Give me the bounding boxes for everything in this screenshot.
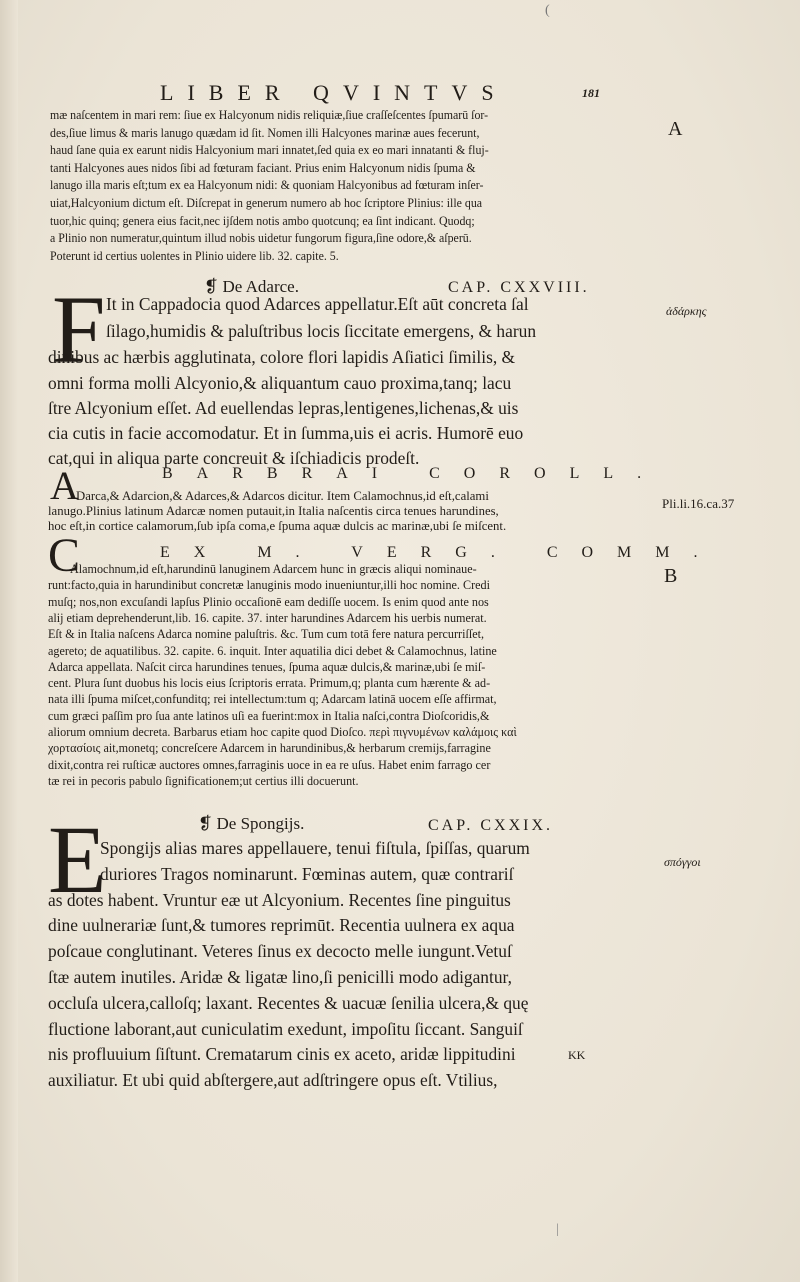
- text-line: tanti Halcyones aues nidos ſibi ad fœturam faciant. Prius enim Halcyonum nidis ſpuma &: [50, 160, 476, 175]
- text-line: Adarca appellata. Naſcit circa harundines tenues, ſpuma aquæ dulcis,& marinæ,ubi ſe miſ-: [48, 659, 486, 674]
- text-line: Eſt & in Italia naſcens Adarca nomine paluſtris. &c. Tum cum totā fere natura percurriſſet,: [48, 627, 485, 642]
- commentary-heading: EX M. VERG. COMM.: [160, 544, 722, 561]
- text-line: haud ſane quia ex earunt nidis Halcyonium mari innatet,ſed quia ex eo mari innatanti & fluj-: [50, 143, 489, 158]
- text-line: It in Cappadocia quod Adarces appellatur.Eſt aūt concreta ſal: [106, 294, 529, 314]
- text-line: agereto; de aquatilibus. 32. capite. 6. inquit. Inter aquatilia dici debet & Calamochnus, latine: [48, 643, 497, 658]
- text-line: Darca,& Adarcion,& Adarces,& Adarcos dicitur. Item Calamochnus,id eſt,calami: [76, 488, 489, 503]
- text-line: χορτασίοις ait,monetq; concreſcere Adarcem in harundinibus,& herbarum cremijs,farragine: [48, 741, 491, 756]
- text-line: auxiliatur. Et ubi quid abſtergere,aut adſtringere opus eſt. Vtilius,: [48, 1070, 498, 1091]
- text-line: occluſa ulcera,calloſq; laxant. Recentes & uacuæ ſenilia ulcera,& quę: [48, 992, 529, 1013]
- page-edge-mark: |: [556, 1222, 559, 1237]
- text-line: aliorum omnium decreta. Barbarus etiam hoc capite quod Dioſco. περὶ πιγνυμένων καλάμοις καὶ: [48, 725, 517, 739]
- margin-letter-a: A: [668, 118, 683, 140]
- drop-cap-f: F: [52, 276, 106, 383]
- text-line: ſtre Alcyonium eſſet. Ad euellendas lepras,lentigenes,lichenas,& uis: [48, 398, 519, 418]
- text-line: tæ rei in pecoris pabulo ſignificationem;ut certius illi docuerunt.: [48, 773, 359, 788]
- margin-greek-spongoi: σπόγγοι: [664, 855, 701, 869]
- text-line: muſq; nos,non excuſandi lapſus Plinio occaſionē eam dediſſe uocem. Is enim quod ante nos: [48, 594, 489, 609]
- text-line: Alamochnum,id eſt,harundinū lanuginem Adarcem hunc in græcis aliqui nominaue-: [70, 562, 477, 576]
- text-line: runt:facto,quia in harundinibut concretæ lanuginis modo inueniuntur,illi hoc nomine. Credi: [48, 578, 490, 593]
- text-line: dixit,contra rei ruſticæ auctores omnes,farraginis uoce in ea re uſus. Habet enim farrago cer: [48, 757, 491, 772]
- text-line: ſilago,humidis & paluſtribus locis ſiccitate emergens, & harun: [106, 321, 537, 341]
- text-line: mæ naſcentem in mari rem: ſiue ex Halcyonum nidis reliquiæ,ſiue craſſeſcentes ſpumarū ſor-: [50, 108, 489, 122]
- text-line: lanugo illa maris eſt;tum ex ea Halcyonum nidi: & quoniam Halcyonibus ad fœturam inſer-: [50, 178, 484, 193]
- paragraph-mark-icon: ❡: [204, 277, 219, 296]
- text-line: cat,qui in aliqua parte concreuit & iſchiadicis prodeſt.: [48, 448, 420, 468]
- catchword: KK: [568, 1048, 586, 1062]
- text-line: hoc eſt,in cortice calamorum,ſub ipſa coma,e ſpuma aquæ dulcis ac marinæ,ubi ſe miſcent.: [48, 518, 507, 533]
- text-line: dinibus ac hærbis agglutinata, colore flori lapidis Aſiatici ſimilis, &: [48, 347, 516, 367]
- text-line: omni forma molli Alcyonio,& aliquantum cauo proxima,tanq; lacu: [48, 373, 512, 393]
- text-line: Spongijs alias mares appellauere, tenui fiſtula, ſpiſſas, quarum: [100, 838, 530, 858]
- page-gutter-shadow: [0, 0, 18, 1282]
- folio-number: 181: [582, 86, 600, 100]
- text-line: as dotes habent. Vruntur eæ ut Alcyonium. Recentes ſine pinguitus: [48, 889, 511, 910]
- text-line: nis profluuium ſiſtunt. Crematarum cinis ex aceto, aridæ lippitudini: [48, 1044, 516, 1065]
- initial-c: C: [48, 529, 81, 582]
- chapter-128-title: ❡ De Adarce.: [204, 277, 299, 296]
- text-line: cent. Plura ſunt duobus his locis eius ſcriptoris errata. Primum,q; planta cum hærente & ad-: [48, 676, 491, 691]
- text-line: poſcaue conglutinant. Veteres ſinus ex decocto melle iungunt.Vetuſ: [48, 941, 512, 962]
- drop-cap-e: E: [48, 806, 107, 913]
- text-line: dine uulnerariæ ſunt,& tumores reprimūt. Recentia uulnera ex aqua: [48, 915, 515, 936]
- text-line: fluctione laborant,aut cuniculatim exedunt, impoſitu ſiccant. Sanguiſ: [48, 1018, 523, 1039]
- initial-a: A: [50, 463, 79, 508]
- paragraph-mark-icon: ❡: [198, 814, 213, 833]
- barbarus-heading: BARBRAI COROLL.: [162, 465, 666, 482]
- text-line: nata illi ſpuma miſcet,confunditq; rei intellectum:tum q; Adarcam latinā uocem eſſe affirmat,: [48, 692, 497, 707]
- text-line: cia cutis in facie accomodatur. Et in ſumma,uis ei acris. Humorē euo: [48, 423, 524, 443]
- chapter-129-title: ❡ De Spongijs.: [198, 814, 305, 833]
- text-line: tuor,hic quinq; genera eius facit,nec ijſdem notis ambo quotcunq; ea ſint indicant. Quodq;: [50, 213, 475, 228]
- chapter-128-number: CAP. CXXVIII.: [448, 279, 590, 296]
- text-line: a Plinio non numeratur,quintum illud nobis uidetur fungorum figura,ſine odore,& aſperū.: [50, 231, 472, 246]
- text-line: ſtæ autem inutiles. Aridæ & ligatæ lino,ſi penicilli modo adigantur,: [48, 967, 512, 987]
- text-line: duriores Tragos nominarunt. Fœminas autem, quæ contrariſ: [100, 864, 514, 884]
- text-line: cum græci paſſim pro ſua ante latinos uſi ea fuerint:mox in Italia naſci,contra Dioſcoridis,&: [48, 708, 490, 723]
- page-edge-mark: (: [545, 3, 550, 18]
- text-line: alij etiam deprehenderunt,lib. 16. capite. 37. inter harundines Adarcem his uerbis numerat.: [48, 610, 487, 625]
- text-line: des,ſiue limus & maris lanugo quædam id ſit. Nomen illi Halcyones marinæ aues fecerunt,: [50, 125, 480, 140]
- running-header: LIBER QVINTVS: [160, 80, 508, 105]
- chapter-129-number: CAP. CXXIX.: [428, 817, 554, 834]
- margin-reference-pliny: Pli.li.16.ca.37: [662, 496, 735, 511]
- text-line: uiat,Halcyonium dictum eſt. Diſcrepat in generum numero ab hoc ſcriptore Plinius: ille qua: [50, 196, 483, 210]
- margin-letter-b: B: [664, 565, 678, 587]
- text-line: lanugo.Plinius latinum Adarcæ nomen putauit,in Italia naſcentis circa tenues harundines,: [48, 503, 499, 518]
- text-line: Poterunt id certius uolentes in Plinio uidere lib. 32. capite. 5.: [50, 248, 339, 263]
- margin-greek-adarces: ἀδάρκης: [666, 304, 707, 318]
